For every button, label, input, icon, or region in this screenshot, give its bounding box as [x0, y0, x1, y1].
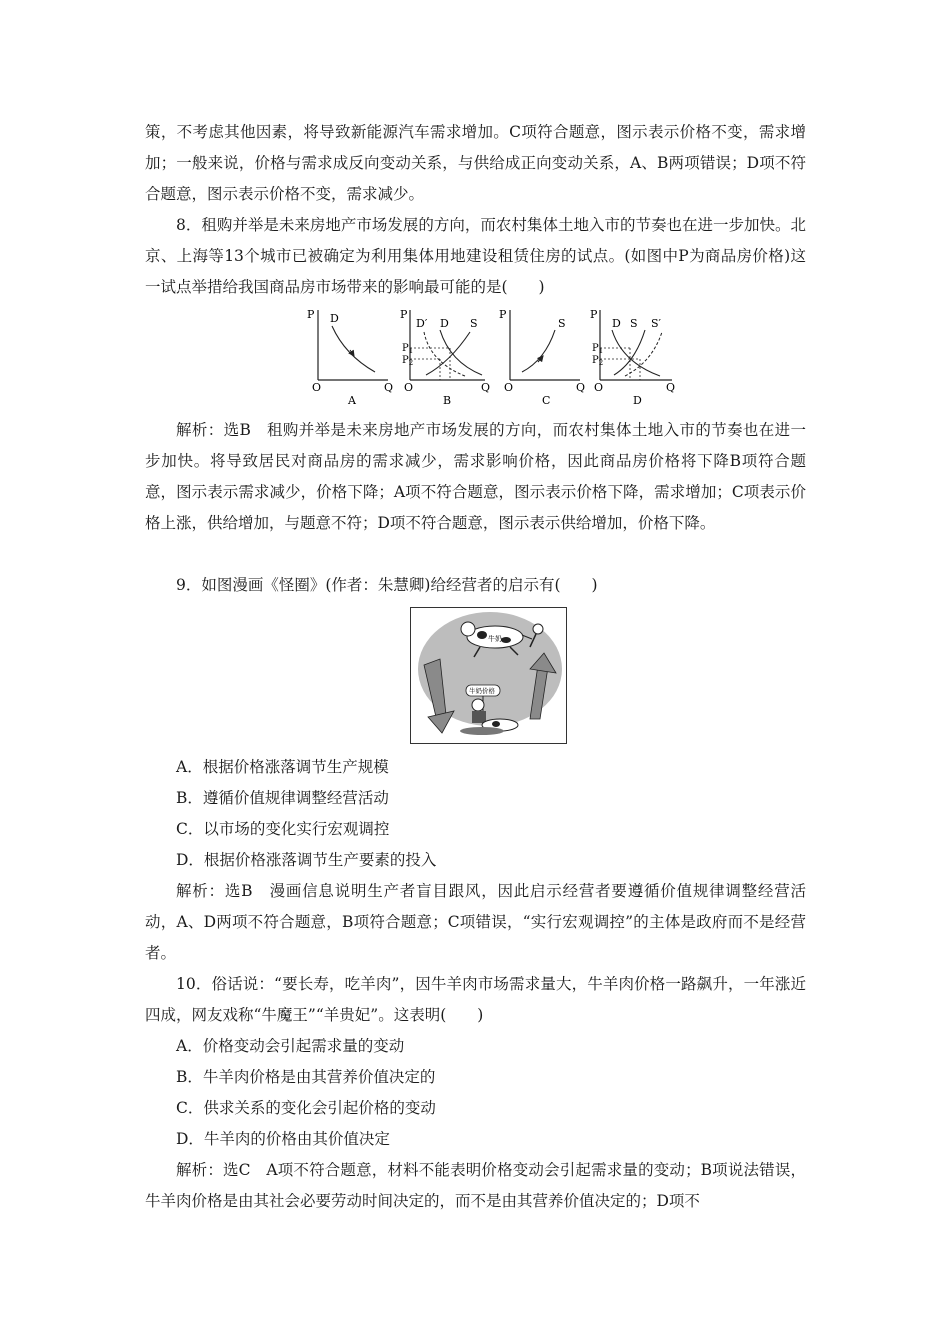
question-8-analysis: 解析：选B 租购并举是未来房地产市场发展的方向，而农村集体土地入市的节奏也在进一步加快。将导致居民对商品房的需求减少，需求影响价格，因此商品房价格将下降B项符合题意，图示表示需求减少，价格下降；A项不符合题意，图示表示价格下降，需求增加；C项表示价格上涨，供给增加，与题意不符；D项不符合题意，图示表示供给增加，价格下降。 — [145, 421, 806, 532]
cow-label: 牛奶 — [488, 635, 502, 643]
question-9-option-a: A．根据价格涨落调节生产规模 — [176, 758, 389, 776]
graph-b-p-label: P — [400, 308, 408, 321]
graph-c — [499, 308, 585, 407]
question-9-option-d: D．根据价格涨落调节生产要素的投入 — [176, 851, 437, 869]
cartoon-vicious-circle — [410, 607, 567, 744]
question-9-option-c: C．以市场的变化实行宏观调控 — [176, 820, 390, 838]
graph-b-q-label: Q — [481, 381, 491, 394]
price-sign-label: 牛奶价格 — [469, 687, 495, 695]
question-8-stem: 8．租购并举是未来房地产市场发展的方向，而农村集体土地入市的节奏也在进一步加快。北京、上海等13个城市已被确定为利用集体用地建设租赁住房的试点。(如图中P为商品房价格)这一试点举措给我国商品房市场带来的影响最可能的是( ) — [145, 216, 806, 296]
graph-c-p-label: P — [499, 308, 507, 321]
new-demand-curve — [424, 332, 465, 376]
graph-d-p1-label: $P_1$ — [592, 343, 604, 355]
supply-demand-graphs — [300, 300, 680, 412]
question-10-option-d: D．牛羊肉的价格由其价值决定 — [176, 1130, 390, 1148]
graph-a-origin: O — [312, 381, 322, 394]
graph-b-p1-label: $P_1$ — [402, 343, 414, 355]
graph-b-s-label: S — [470, 317, 478, 330]
graph-d-s-label: S — [630, 317, 638, 330]
graph-b-d-prime-label: D′ — [416, 317, 428, 330]
graph-d-p-label: P — [590, 308, 598, 321]
question-10-option-a: A．价格变动会引起需求量的变动 — [176, 1037, 405, 1055]
graph-d — [590, 308, 675, 407]
graph-a — [307, 308, 393, 407]
graph-b-origin: O — [404, 381, 414, 394]
supply-curve — [426, 332, 470, 375]
graph-a-curve-label: D — [330, 312, 339, 325]
question-9-stem: 9．如图漫画《怪圈》(作者：朱慧卿)给经营者的启示有( ) — [176, 576, 598, 594]
demand-curve — [440, 330, 482, 375]
graph-a-p-label: P — [307, 308, 315, 321]
demand-curve — [332, 326, 375, 372]
graph-c-caption: C — [542, 394, 551, 407]
question-9-analysis: 解析：选B 漫画信息说明生产者盲目跟风，因此启示经营者要遵循价值规律调整经营活动，A、D两项不符合题意，B项符合题意；C项错误，“实行宏观调控”的主体是政府而不是经营者。 — [145, 882, 806, 962]
graph-b-caption: B — [443, 394, 452, 407]
paragraph-prev-analysis: 策，不考虑其他因素，将导致新能源汽车需求增加。C项符合题意，图示表示价格不变，需求增加；一般来说，价格与需求成反向变动关系，与供给成正向变动关系，A、B两项错误；D项不符合题意，图示表示价格不变，需求减少。 — [145, 123, 806, 203]
graph-c-curve-label: S — [558, 317, 566, 330]
graph-c-origin: O — [504, 381, 514, 394]
graph-a-caption: A — [348, 394, 356, 407]
graph-b-d-label: D — [440, 317, 449, 330]
graph-d-origin: O — [594, 381, 604, 394]
question-10-option-b: B．牛羊肉价格是由其营养价值决定的 — [176, 1068, 436, 1086]
question-10-option-c: C．供求关系的变化会引起价格的变动 — [176, 1099, 436, 1117]
graph-b — [400, 308, 490, 407]
graph-d-caption: D — [633, 394, 642, 407]
graph-d-d-label: D — [612, 317, 621, 330]
graph-a-q-label: Q — [384, 381, 394, 394]
question-10-stem: 10．俗话说：“要长寿，吃羊肉”，因牛羊肉市场需求量大，牛羊肉价格一路飙升，一年涨近四成，网友戏称“牛魔王”“羊贵妃”。这表明( ) — [145, 975, 806, 1024]
new-supply-curve — [625, 332, 662, 376]
graph-d-p2-label: $P_2$ — [592, 355, 604, 367]
question-10-analysis: 解析：选C A项不符合题意，材料不能表明价格变动会引起需求量的变动；B项说法错误，牛羊肉价格是由其社会必要劳动时间决定的，而不是由其营养价值决定的；D项不 — [145, 1161, 806, 1210]
graph-c-q-label: Q — [576, 381, 586, 394]
graph-d-q-label: Q — [666, 381, 676, 394]
graph-b-p2-label: $P_2$ — [402, 355, 414, 367]
graph-d-s-prime-label: S′ — [651, 317, 662, 330]
supply-curve — [522, 330, 555, 372]
question-9-option-b: B．遵循价值规律调整经营活动 — [176, 789, 389, 807]
